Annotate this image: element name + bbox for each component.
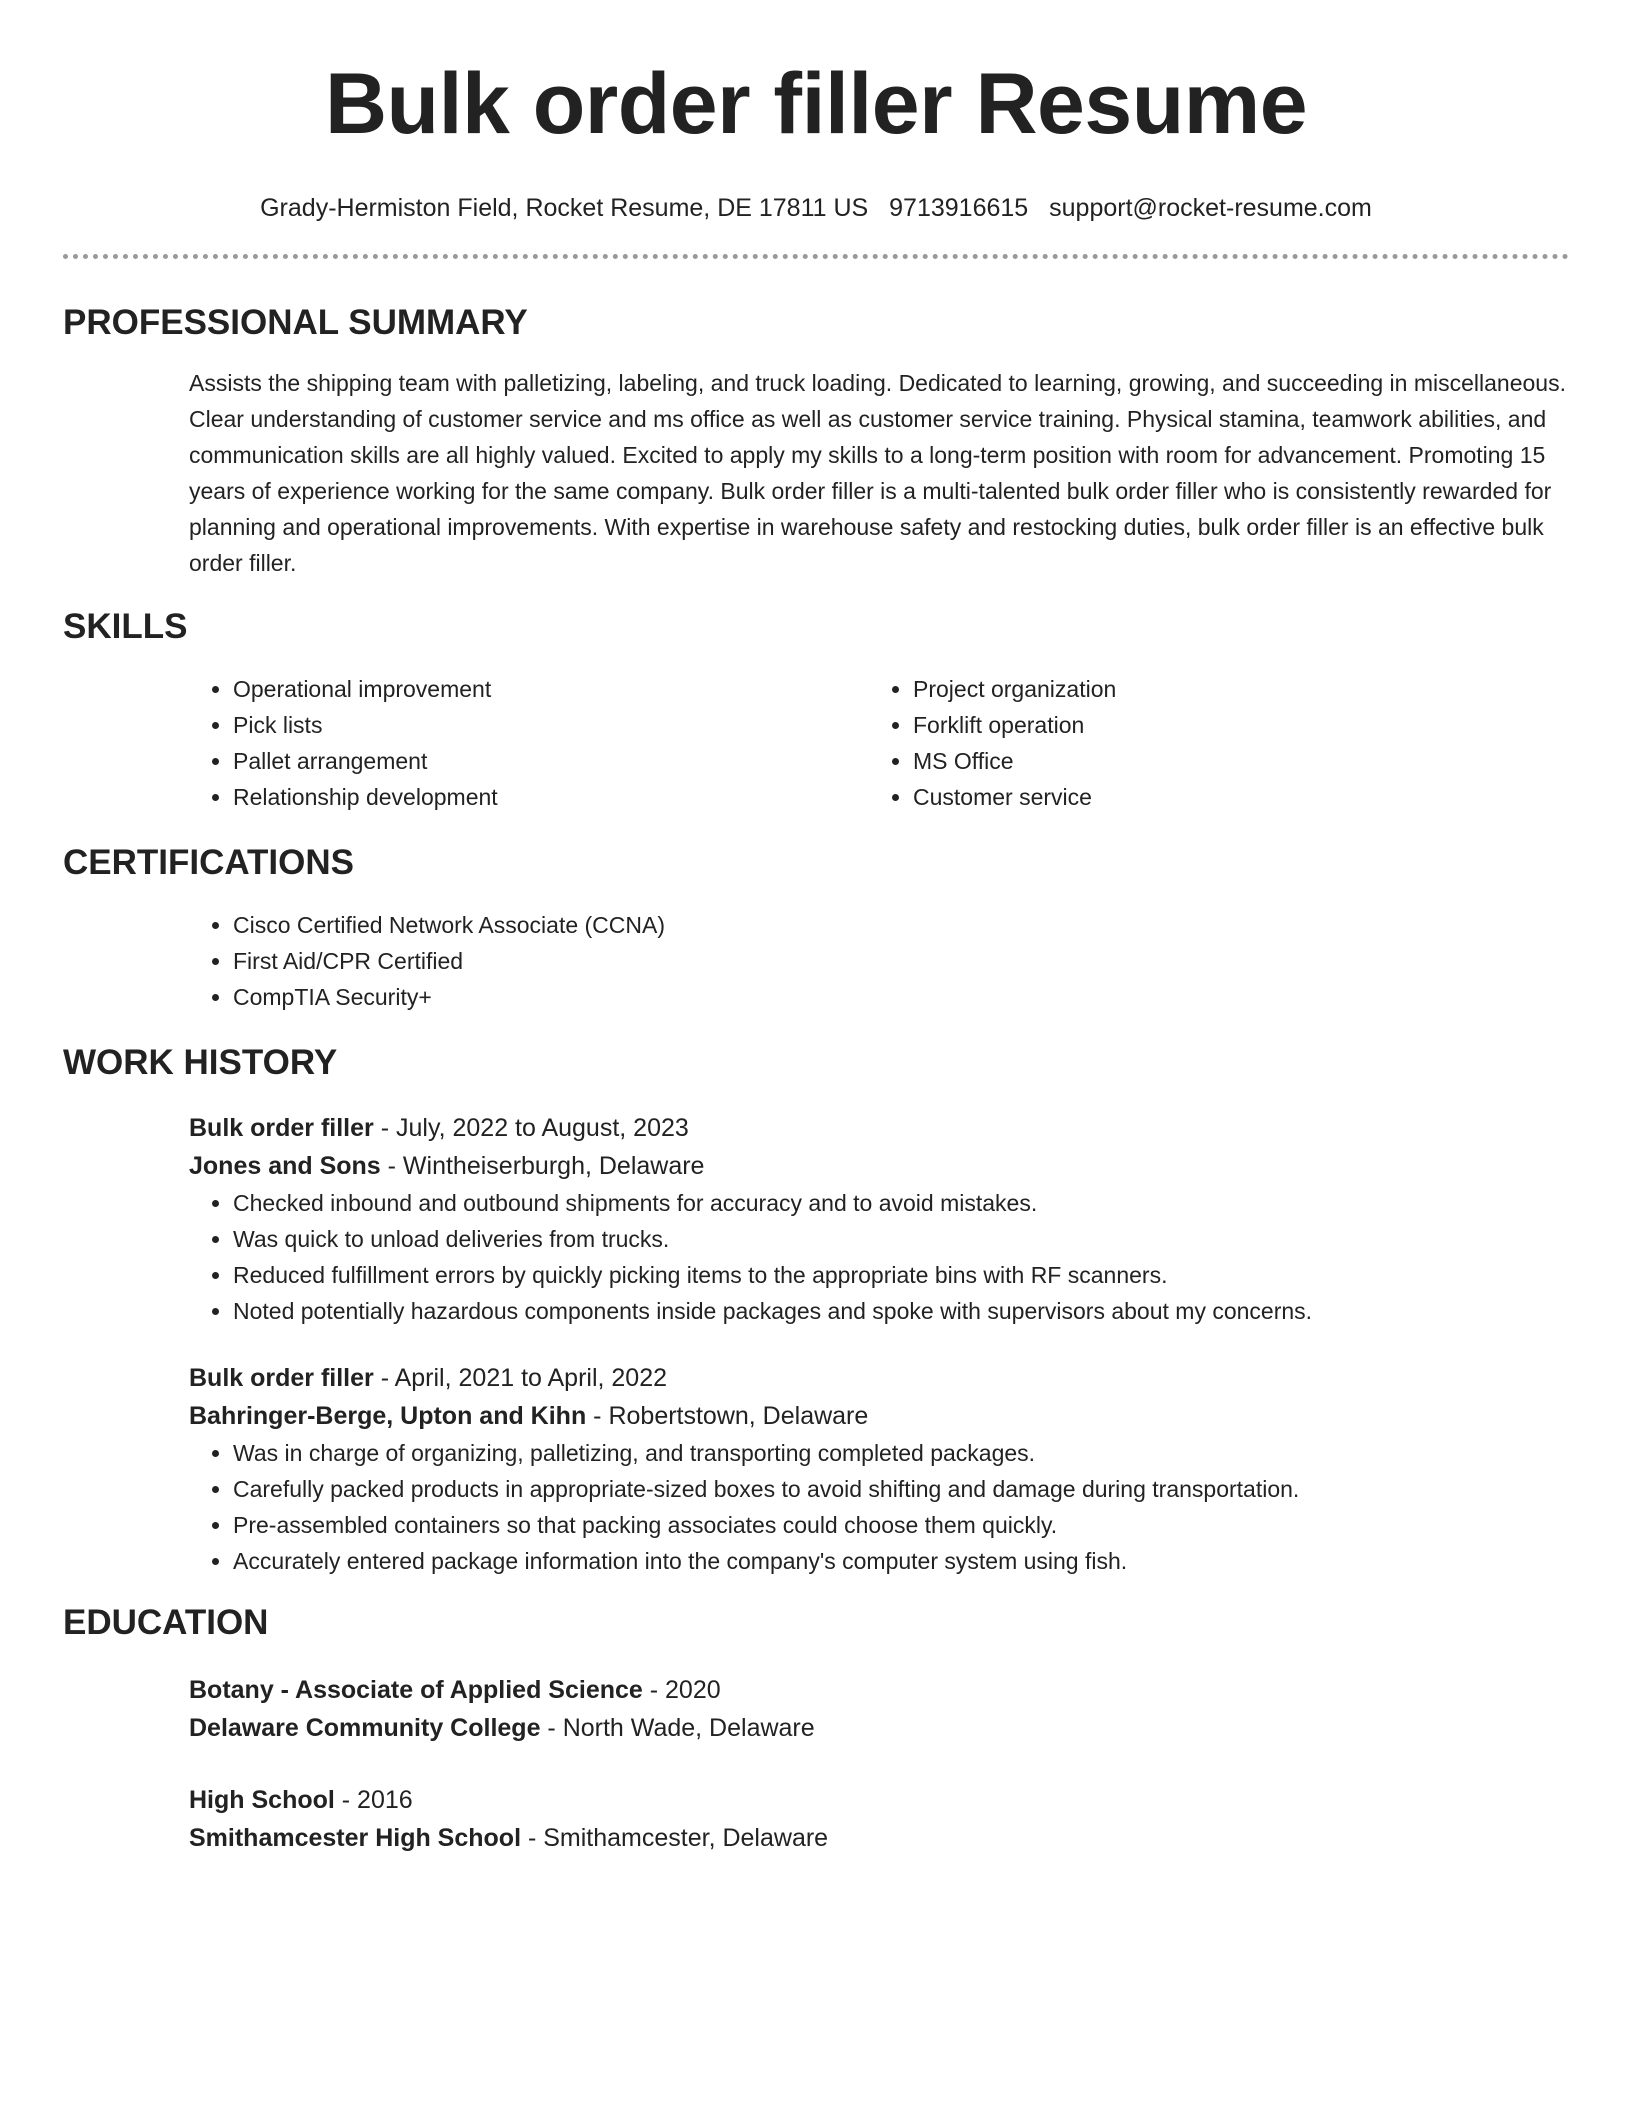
job-duty: • Accurately entered package information into the company's computer system using fish. [233, 1543, 1569, 1579]
job-duty: • Checked inbound and outbound shipments for accuracy and to avoid mistakes. [233, 1185, 1569, 1221]
phone: 9713916615 [889, 194, 1029, 222]
resume-title: Bulk order filler Resume [324, 56, 1308, 152]
job-company: Jones and Sons [189, 1152, 381, 1180]
job-title-line [189, 1359, 1569, 1397]
summary-text: Assists the shipping team with palletizing, labeling, and truck loading. Dedicated to learning, growing, and succeeding in miscellaneous. Clear understanding of customer service and ms office as well as customer service training. Physical stamina, teamwork abilities, and communication skills are all highly valued. Excited to apply my skills to a long-term position with room for advancement. Promoting 15 years of experience working for the same company. Bulk order filler is a multi-talented bulk order filler who is consistently rewarded for planning and operational improvements. With expertise in warehouse safety and restocking duties, bulk order filler is an effective bulk order filler. [189, 370, 1566, 576]
skills-heading: SKILLS [63, 607, 188, 646]
job-duties [189, 1435, 1569, 1579]
job-duty: • Was quick to unload deliveries from trucks. [233, 1221, 1569, 1257]
certification-item: • First Aid/CPR Certified [233, 943, 1569, 979]
address: Grady-Hermiston Field, Rocket Resume, DE 17811 US [260, 194, 869, 222]
skill-item: • Relationship development [233, 779, 869, 815]
skills-column-left [189, 671, 869, 815]
education-year: - 2016 [334, 1786, 413, 1814]
education-degree: Botany - Associate of Applied Science [189, 1676, 643, 1704]
job-company: Bahringer-Berge, Upton and Kihn [189, 1402, 587, 1430]
skill-item: • Operational improvement [233, 671, 869, 707]
education-location: - North Wade, Delaware [540, 1714, 815, 1742]
job-company-line [189, 1147, 1569, 1185]
skill-item: • Project organization [913, 671, 1549, 707]
skill-item: • Forklift operation [913, 707, 1549, 743]
email: support@rocket-resume.com [1049, 194, 1372, 222]
job-role: Bulk order filler [189, 1114, 374, 1142]
certification-item: • CompTIA Security+ [233, 979, 1569, 1015]
job-duty: • Pre-assembled containers so that packing associates could choose them quickly. [233, 1507, 1569, 1543]
job-location: - Wintheiserburgh, Delaware [380, 1152, 705, 1180]
education-entry [189, 1781, 1569, 1857]
skill-item: • MS Office [913, 743, 1549, 779]
skill-item: • Pallet arrangement [233, 743, 869, 779]
education-degree-line [189, 1781, 1569, 1819]
education-degree-line [189, 1671, 1569, 1709]
certifications-list [189, 907, 1569, 1015]
skill-item: • Customer service [913, 779, 1549, 815]
work-history-heading: WORK HISTORY [63, 1043, 338, 1082]
job-company-line [189, 1397, 1569, 1435]
education-heading: EDUCATION [63, 1603, 269, 1642]
job-duty: • Was in charge of organizing, palletizing, and transporting completed packages. [233, 1435, 1569, 1471]
job-location: - Robertstown, Delaware [586, 1402, 869, 1430]
summary-heading: PROFESSIONAL SUMMARY [63, 303, 528, 342]
job-duty: • Noted potentially hazardous components inside packages and spoke with supervisors about my concerns. [233, 1293, 1569, 1329]
job-role: Bulk order filler [189, 1364, 374, 1392]
header-divider [63, 254, 1569, 259]
education-entry [189, 1671, 1569, 1747]
job-duty: • Carefully packed products in appropriate-sized boxes to avoid shifting and damage during transportation. [233, 1471, 1569, 1507]
skill-item: • Pick lists [233, 707, 869, 743]
job-entry [189, 1359, 1569, 1579]
skills-column-right [869, 671, 1549, 815]
skills-grid [189, 671, 1569, 815]
education-degree: High School [189, 1786, 335, 1814]
education-school-line [189, 1819, 1569, 1857]
education-year: - 2020 [642, 1676, 721, 1704]
job-dates: - April, 2021 to April, 2022 [373, 1364, 668, 1392]
job-title-line [189, 1109, 1569, 1147]
job-duty: • Reduced fulfillment errors by quickly picking items to the appropriate bins with RF scanners. [233, 1257, 1569, 1293]
job-duties [189, 1185, 1569, 1329]
education-school-line [189, 1709, 1569, 1747]
certification-item: • Cisco Certified Network Associate (CCNA) [233, 907, 1569, 943]
education-school: Delaware Community College [189, 1714, 541, 1742]
education-location: - Smithamcester, Delaware [521, 1824, 829, 1852]
education-school: Smithamcester High School [189, 1824, 522, 1852]
certifications-heading: CERTIFICATIONS [63, 843, 355, 882]
job-dates: - July, 2022 to August, 2023 [373, 1114, 689, 1142]
job-entry [189, 1109, 1569, 1329]
contact-line [63, 192, 1569, 224]
